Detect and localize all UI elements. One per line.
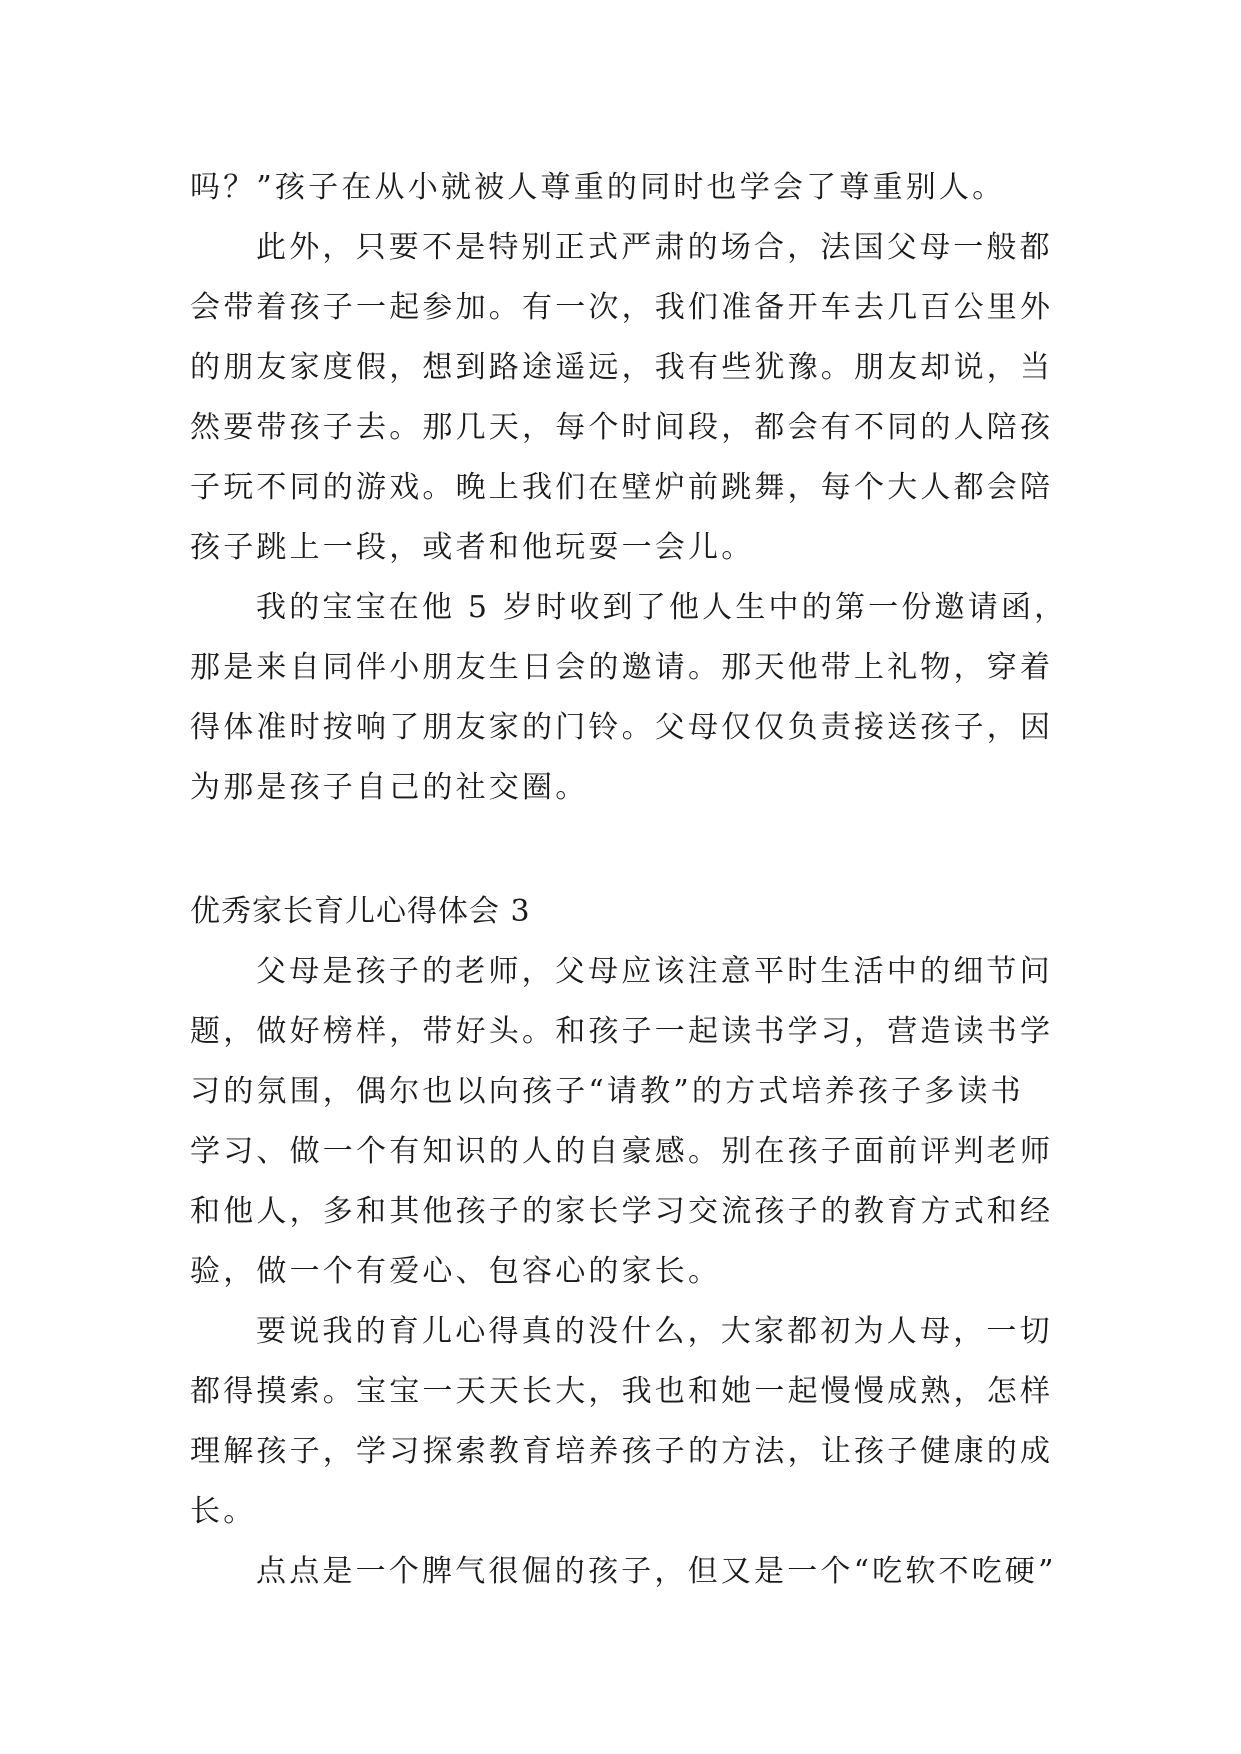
paragraph-line: 习的氛围，偶尔也以向孩子“请教”的方式培养孩子多读书: [190, 1074, 1024, 1109]
paragraph-line: 的朋友家度假，想到路途遥远，我有些犹豫。朋友却说，当: [190, 350, 1054, 385]
paragraph-line: 孩子跳上一段，或者和他玩耍一会儿。: [190, 530, 755, 565]
paragraph-line: 验，做一个有爱心、包容心的家长。: [190, 1254, 722, 1289]
paragraph-line: 父母是孩子的老师，父母应该注意平时生活中的细节问: [256, 954, 1053, 989]
paragraph-4: [190, 942, 1054, 1302]
paragraph-line: 那是来自同伴小朋友生日会的邀请。那天他带上礼物，穿着: [190, 650, 1054, 685]
paragraph-line: 点点是一个脾气很倔的孩子，但又是一个“吃软不吃硬”: [256, 1554, 1057, 1589]
paragraph-line: 我的宝宝在他 5 岁时收到了他人生中的第一份邀请函，: [256, 590, 1068, 625]
paragraph-line: 要说我的育儿心得真的没什么，大家都初为人母，一切: [256, 1314, 1053, 1349]
paragraph-line: 得体准时按响了朋友家的门铃。父母仅仅负责接送孩子，因: [190, 710, 1054, 745]
paragraph-line: 吗？”孩子在从小就被人尊重的同时也学会了尊重别人。: [190, 170, 1006, 205]
paragraph-line: 为那是孩子自己的社交圈。: [190, 770, 589, 805]
paragraph-line: 题，做好榜样，带好头。和孩子一起读书学习，营造读书学: [190, 1014, 1054, 1049]
paragraph-line: 和他人，多和其他孩子的家长学习交流孩子的教育方式和经: [190, 1194, 1054, 1229]
paragraph-6: [190, 1542, 1057, 1602]
section-heading: 优秀家长育儿心得体会 3: [190, 894, 531, 929]
paragraph-line: 学习、做一个有知识的人的自豪感。别在孩子面前评判老师: [190, 1134, 1054, 1169]
paragraph-5: [190, 1302, 1054, 1542]
paragraph-1: [190, 158, 1050, 218]
document-body: [190, 158, 1068, 1602]
paragraph-line: 会带着孩子一起参加。有一次，我们准备开车去几百公里外: [190, 290, 1054, 325]
paragraph-3: [190, 578, 1068, 818]
paragraph-2: [190, 218, 1054, 578]
paragraph-line: 都得摸索。宝宝一天天长大，我也和她一起慢慢成熟，怎样: [190, 1374, 1054, 1409]
paragraph-line: 长。: [190, 1494, 257, 1529]
paragraph-line: 理解孩子，学习探索教育培养孩子的方法，让孩子健康的成: [190, 1434, 1054, 1469]
section-spacer: [190, 818, 1050, 882]
paragraph-line: 此外，只要不是特别正式严肃的场合，法国父母一般都: [256, 230, 1053, 265]
paragraph-line: 然要带孩子去。那几天，每个时间段，都会有不同的人陪孩: [190, 410, 1054, 445]
paragraph-line: 子玩不同的游戏。晚上我们在壁炉前跳舞，每个大人都会陪: [190, 470, 1054, 505]
